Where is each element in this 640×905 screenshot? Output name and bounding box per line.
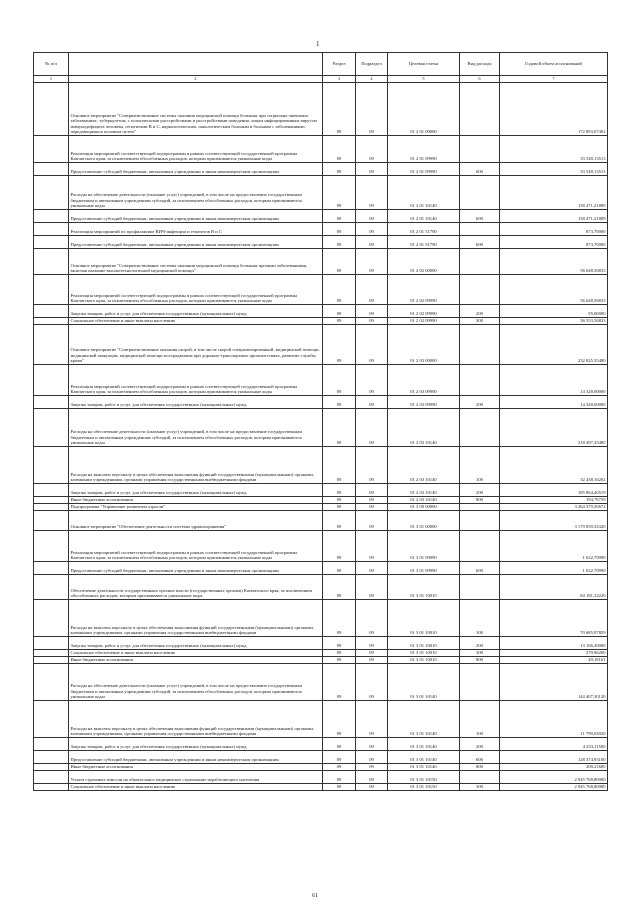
row-razdel-cell: 09 [323,531,356,562]
row-number-cell [34,531,69,562]
row-target-article-cell: 01 2 02 09990 [388,305,460,318]
row-expense-type-cell: 200 [460,396,500,409]
column-number: 6 [460,76,500,83]
row-razdel-cell: 09 [323,83,356,136]
header-row [34,53,608,76]
row-amount-cell: 232 825,35480 [500,325,608,365]
row-podrazdel-cell: 09 [356,136,388,163]
table-row [34,484,608,497]
row-razdel-cell: 09 [323,447,356,484]
row-target-article-cell: 01 2 01 09990 [388,136,460,163]
row-podrazdel-cell: 09 [356,484,388,497]
row-name-cell: Закупка товаров, работ и услуг для обеспечения государственных (муниципальных) нужд [69,484,323,497]
row-amount-cell: 279,96200 [500,650,608,657]
row-razdel-cell: 09 [323,504,356,511]
row-number-cell [34,764,69,771]
row-target-article-cell: 01 2 01 09990 [388,163,460,176]
row-amount-cell: 873,70000 [500,236,608,249]
row-number-cell [34,600,69,637]
row-number-cell [34,664,69,701]
row-amount-cell: 56 648,56833 [500,249,608,275]
row-expense-type-cell: 600 [460,562,500,575]
table-row [34,447,608,484]
column-number-row [34,76,608,83]
column-number: 5 [388,76,460,83]
row-expense-type-cell: 100 [460,447,500,484]
row-podrazdel-cell: 09 [356,738,388,751]
table-row [34,497,608,504]
row-expense-type-cell: 600 [460,751,500,764]
row-target-article-cell: 01 3 01 09990 [388,531,460,562]
table-row [34,664,608,701]
row-expense-type-cell: 800 [460,764,500,771]
row-name-cell: Уплата страховых взносов на обязательное медицинское страхование неработающего населения [69,771,323,784]
row-podrazdel-cell: 09 [356,497,388,504]
header-name [69,53,323,76]
table-row [34,771,608,784]
row-target-article-cell: 01 3 00 00000 [388,504,460,511]
row-expense-type-cell: 200 [460,484,500,497]
row-amount-cell: 33 548,13513 [500,136,608,163]
table-row [34,531,608,562]
header-target-article: Целевая статья [388,53,460,76]
row-name-cell: Иные бюджетные ассигнования [69,764,323,771]
row-name-cell: Иные бюджетные ассигнования [69,497,323,504]
row-razdel-cell: 09 [323,484,356,497]
row-expense-type-cell: 200 [460,305,500,318]
row-expense-type-cell: 600 [460,210,500,223]
row-target-article-cell: 01 2 02 09990 [388,275,460,305]
table-row [34,764,608,771]
row-number-cell [34,511,69,531]
row-expense-type-cell [460,504,500,511]
row-name-cell: Расходы на выплаты персоналу в целях обеспечения выполнения функций государственными (муниципальными) органами, казенными учреждениями, органами управления государственными внебюджетными фондами [69,600,323,637]
row-name-cell: Реализация мероприятий соответствующей подпрограммы в рамках соответствующей государственной программы Камчатского края, за исключением обособленных расходов, которым присваиваются уникальные коды [69,136,323,163]
row-name-cell: Основное мероприятие "Совершенствование оказания скорой, в том числе скорой специализированной, медицинской помощи, медицинской эвакуации, медицинской помощи пострадавшим при дорожно-транспортных происшествиях, развитие службы крови" [69,325,323,365]
row-target-article-cell: 01 2 03 10140 [388,497,460,504]
row-target-article-cell: 01 3 01 10150 [388,784,460,791]
row-razdel-cell: 09 [323,751,356,764]
row-number-cell [34,318,69,325]
row-target-article-cell: 01 3 01 10140 [388,764,460,771]
row-number-cell [34,176,69,210]
row-razdel-cell: 09 [323,637,356,650]
header-razdel: Раздел [323,53,356,76]
row-number-cell [34,396,69,409]
row-expense-type-cell: 800 [460,657,500,664]
row-podrazdel-cell: 09 [356,447,388,484]
row-razdel-cell: 09 [323,650,356,657]
row-name-cell: Предоставление субсидий бюджетным, автономным учреждениям и иным некоммерческим организациям [69,751,323,764]
row-expense-type-cell [460,365,500,396]
page-number: 61 [312,893,318,899]
row-razdel-cell: 09 [323,511,356,531]
row-razdel-cell: 09 [323,275,356,305]
row-podrazdel-cell: 09 [356,764,388,771]
row-razdel-cell: 09 [323,249,356,275]
row-razdel-cell: 09 [323,236,356,249]
table-row [34,562,608,575]
row-name-cell: Основное мероприятие "Совершенствование системы оказания медицинской помощи больным прочими заболеваниями, включая оказание высокотехнологичной медицинской помощи" [69,249,323,275]
row-razdel-cell: 09 [323,600,356,637]
row-expense-type-cell [460,275,500,305]
row-number-cell [34,657,69,664]
row-target-article-cell: 01 3 01 00000 [388,511,460,531]
row-amount-cell: 70 685,87859 [500,600,608,637]
row-podrazdel-cell: 09 [356,784,388,791]
row-number-cell [34,365,69,396]
row-podrazdel-cell: 09 [356,236,388,249]
table-row [34,325,608,365]
row-amount-cell: 1 632,70990 [500,531,608,562]
row-expense-type-cell [460,511,500,531]
table-row [34,396,608,409]
row-amount-cell: 185 864,40519 [500,484,608,497]
row-amount-cell: 14 328,00000 [500,396,608,409]
row-expense-type-cell: 300 [460,650,500,657]
row-expense-type-cell [460,136,500,163]
table-row [34,163,608,176]
row-razdel-cell: 09 [323,163,356,176]
row-amount-cell: 32 438,16202 [500,447,608,484]
row-podrazdel-cell: 09 [356,751,388,764]
row-podrazdel-cell: 09 [356,210,388,223]
row-podrazdel-cell: 09 [356,409,388,447]
row-podrazdel-cell: 09 [356,365,388,396]
row-amount-cell: 158 471,21889 [500,176,608,210]
row-amount-cell: 84 181,32220 [500,575,608,600]
row-target-article-cell: 01 3 01 10010 [388,650,460,657]
row-name-cell: Предоставление субсидий бюджетным, автономным учреждениям и иным некоммерческим организациям [69,163,323,176]
row-razdel-cell: 09 [323,396,356,409]
row-target-article-cell: 01 3 01 10150 [388,771,460,784]
row-number-cell [34,249,69,275]
row-razdel-cell: 09 [323,657,356,664]
row-number-cell [34,305,69,318]
row-podrazdel-cell: 09 [356,223,388,236]
row-podrazdel-cell: 09 [356,396,388,409]
row-amount-cell: 128 374,93100 [500,751,608,764]
row-podrazdel-cell: 09 [356,504,388,511]
row-razdel-cell: 09 [323,210,356,223]
row-name-cell: Реализация мероприятий соответствующей подпрограммы в рамках соответствующей государственной программы Камчатского края, за исключением обособленных расходов, которым присваиваются уникальные коды [69,531,323,562]
row-amount-cell: 56 553,56833 [500,318,608,325]
row-razdel-cell: 09 [323,409,356,447]
column-number: 2 [69,76,323,83]
row-expense-type-cell [460,249,500,275]
row-name-cell: Социальное обеспечение и иные выплаты населению [69,318,323,325]
row-podrazdel-cell: 09 [356,83,388,136]
row-amount-cell: 2 945 768,80000 [500,771,608,784]
row-expense-type-cell [460,531,500,562]
row-target-article-cell: 01 2 02 09990 [388,318,460,325]
row-podrazdel-cell: 09 [356,657,388,664]
row-number-cell [34,447,69,484]
row-name-cell: Предоставление субсидий бюджетным, автономным учреждениям и иным некоммерческим организациям [69,236,323,249]
row-name-cell: Закупка товаров, работ и услуг для обеспечения государственных (муниципальных) нужд [69,637,323,650]
row-razdel-cell: 09 [323,764,356,771]
row-target-article-cell: 01 3 01 10010 [388,657,460,664]
row-podrazdel-cell: 09 [356,163,388,176]
table-row [34,223,608,236]
table-row [34,275,608,305]
row-name-cell: Основное мероприятие "Совершенствование системы оказания медицинской помощи больным при социально-значимых заболеваниях: туберкулезом, с психическими расстройствами и расстройствами поведения, лицам инфицированным вирусом иммунодефицита человека, гепатитами В и С, наркологическим, онкологическим больным и больным с заболеваниями, передающимися половым путем" [69,83,323,136]
row-target-article-cell: 01 2 03 10140 [388,484,460,497]
column-number: 3 [323,76,356,83]
row-amount-cell: 158 471,21889 [500,210,608,223]
row-target-article-cell: 01 2 01 51790 [388,223,460,236]
row-expense-type-cell: 600 [460,163,500,176]
row-number-cell [34,771,69,784]
row-name-cell: Расходы на обеспечение деятельности (оказание услуг) учреждений, в том числе на предоставление государственным бюджетным и автономным учреждениям субсидий, за исключением обособленных расходов, которым присваиваются уникальные коды [69,409,323,447]
row-razdel-cell: 09 [323,784,356,791]
row-number-cell [34,275,69,305]
row-name-cell: Предоставление субсидий бюджетным, автономным учреждениям и иным некоммерческим организациям [69,562,323,575]
row-razdel-cell: 09 [323,136,356,163]
row-target-article-cell: 01 2 03 00000 [388,325,460,365]
row-amount-cell: 2 945 768,80000 [500,784,608,791]
table-row [34,318,608,325]
row-amount-cell: 11 799,03920 [500,701,608,738]
row-podrazdel-cell: 09 [356,305,388,318]
row-target-article-cell: 01 3 01 10140 [388,701,460,738]
row-podrazdel-cell: 09 [356,664,388,701]
row-number-cell [34,784,69,791]
column-number: 1 [34,76,69,83]
table-row [34,504,608,511]
row-expense-type-cell: 200 [460,637,500,650]
row-amount-cell: 95,00000 [500,305,608,318]
row-amount-cell: 49,18161 [500,657,608,664]
row-expense-type-cell [460,664,500,701]
row-target-article-cell: 01 2 01 00000 [388,83,460,136]
row-podrazdel-cell: 09 [356,650,388,657]
row-expense-type-cell: 600 [460,236,500,249]
row-razdel-cell: 09 [323,365,356,396]
table-row [34,365,608,396]
row-name-cell: Основное мероприятие "Обеспечение деятельности системы здравоохранения" [69,511,323,531]
row-razdel-cell: 09 [323,305,356,318]
row-target-article-cell: 01 2 01 10140 [388,176,460,210]
row-amount-cell: 56 648,56833 [500,275,608,305]
row-razdel-cell: 09 [323,771,356,784]
row-number-cell [34,236,69,249]
row-target-article-cell: 01 2 03 09990 [388,396,460,409]
page-top-mark: 1 [316,40,320,48]
column-number: 7 [500,76,608,83]
row-expense-type-cell [460,223,500,236]
row-podrazdel-cell: 09 [356,511,388,531]
row-amount-cell: 13 166,30000 [500,637,608,650]
row-expense-type-cell: 200 [460,738,500,751]
header-expense-type: Вид расхода [460,53,500,76]
row-razdel-cell: 09 [323,664,356,701]
row-target-article-cell: 01 3 01 09990 [388,562,460,575]
row-name-cell: Социальное обеспечение и иные выплаты населению [69,784,323,791]
row-name-cell: Реализация мероприятий соответствующей подпрограммы в рамках соответствующей государственной программы Камчатского края, за исключением обособленных расходов, которым присваиваются уникальные коды [69,365,323,396]
row-expense-type-cell [460,409,500,447]
row-podrazdel-cell: 09 [356,531,388,562]
row-number-cell [34,751,69,764]
table-row [34,701,608,738]
row-expense-type-cell [460,325,500,365]
row-amount-cell: 1 632,70990 [500,562,608,575]
row-target-article-cell: 01 2 03 10140 [388,447,460,484]
header-annual-amount: Годовой объем ассигнований [500,53,608,76]
row-name-cell: Реализация мероприятий соответствующей подпрограммы в рамках соответствующей государственной программы Камчатского края, за исключением обособленных расходов, которым присваиваются уникальные коды [69,275,323,305]
row-number-cell [34,504,69,511]
table-row [34,83,608,136]
row-razdel-cell: 09 [323,701,356,738]
row-name-cell: Расходы на выплаты персоналу в целях обеспечения выполнения функций государственными (муниципальными) органами, казенными учреждениями, органами управления государственными внебюджетными фондами [69,701,323,738]
row-razdel-cell: 09 [323,497,356,504]
row-podrazdel-cell: 09 [356,771,388,784]
budget-table [33,52,608,791]
row-razdel-cell: 09 [323,325,356,365]
row-name-cell: Расходы на обеспечение деятельности (оказание услуг) учреждений, в том числе на предоставление государственным бюджетным и автономным учреждениям субсидий, за исключением обособленных расходов, которым присваиваются уникальные коды [69,664,323,701]
row-expense-type-cell: 300 [460,784,500,791]
row-name-cell: Реализация мероприятий по профилактике ВИЧ-инфекции и гепатитов В и С [69,223,323,236]
row-podrazdel-cell: 09 [356,562,388,575]
row-number-cell [34,484,69,497]
row-number-cell [34,409,69,447]
row-name-cell: Закупка товаров, работ и услуг для обеспечения государственных (муниципальных) нужд [69,738,323,751]
row-amount-cell: 194,78759 [500,497,608,504]
row-amount-cell: 144 407,30120 [500,664,608,701]
row-expense-type-cell: 800 [460,497,500,504]
table-row [34,210,608,223]
row-number-cell [34,738,69,751]
table-row [34,784,608,791]
row-number-cell [34,650,69,657]
row-number-cell [34,136,69,163]
row-amount-cell: 3 264 379,50672 [500,504,608,511]
row-podrazdel-cell: 09 [356,701,388,738]
row-name-cell: Обеспечение деятельности государственных органов власти (государственных органов) Камчатского края, за исключением обособленных расходов, которым присваиваются уникальные коды [69,575,323,600]
column-number: 4 [356,76,388,83]
row-podrazdel-cell: 09 [356,575,388,600]
row-number-cell [34,637,69,650]
row-razdel-cell: 09 [323,318,356,325]
row-podrazdel-cell: 09 [356,600,388,637]
row-name-cell: Расходы на обеспечение деятельности (оказание услуг) учреждений, в том числе на предоставление государственным бюджетным и автономным учреждениям субсидий, за исключением обособленных расходов, которым присваиваются уникальные коды [69,176,323,210]
row-podrazdel-cell: 09 [356,176,388,210]
row-razdel-cell: 09 [323,738,356,751]
row-razdel-cell: 09 [323,562,356,575]
row-target-article-cell: 01 2 02 00000 [388,249,460,275]
row-razdel-cell: 09 [323,575,356,600]
row-expense-type-cell [460,575,500,600]
table-row [34,136,608,163]
row-target-article-cell: 01 3 01 10010 [388,637,460,650]
row-expense-type-cell [460,83,500,136]
row-target-article-cell: 01 2 01 10140 [388,210,460,223]
row-podrazdel-cell: 09 [356,275,388,305]
row-number-cell [34,223,69,236]
table-row [34,650,608,657]
row-name-cell: Закупка товаров, работ и услуг для обеспечения государственных (муниципальных) нужд [69,305,323,318]
row-target-article-cell: 01 2 03 09990 [388,365,460,396]
row-razdel-cell: 09 [323,176,356,210]
row-number-cell [34,163,69,176]
row-target-article-cell: 01 3 01 10140 [388,738,460,751]
row-target-article-cell: 01 3 01 10140 [388,751,460,764]
row-target-article-cell: 01 2 01 51790 [388,236,460,249]
row-podrazdel-cell: 09 [356,325,388,365]
table-row [34,176,608,210]
row-amount-cell: 873,70000 [500,223,608,236]
row-target-article-cell: 01 3 01 10010 [388,575,460,600]
row-target-article-cell: 01 3 01 10140 [388,664,460,701]
row-name-cell: Расходы на выплаты персоналу в целях обеспечения выполнения функций государственными (муниципальными) органами, казенными учреждениями, органами управления государственными внебюджетными фондами [69,447,323,484]
table-row [34,236,608,249]
table-row [34,575,608,600]
header-podrazdel: Подраздел [356,53,388,76]
row-number-cell [34,210,69,223]
table-row [34,637,608,650]
table-row [34,738,608,751]
row-expense-type-cell [460,176,500,210]
row-name-cell: Социальное обеспечение и иные выплаты населению [69,650,323,657]
row-amount-cell: 172 893,07402 [500,83,608,136]
table-row [34,409,608,447]
row-amount-cell: 4 233,11500 [500,738,608,751]
table-row [34,600,608,637]
row-amount-cell: 218 497,35480 [500,409,608,447]
row-number-cell [34,83,69,136]
row-expense-type-cell: 100 [460,701,500,738]
table-row [34,305,608,318]
row-amount-cell: 200,21600 [500,764,608,771]
row-amount-cell: 3 179 839,33320 [500,511,608,531]
row-name-cell: Закупка товаров, работ и услуг для обеспечения государственных (муниципальных) нужд [69,396,323,409]
row-number-cell [34,575,69,600]
row-name-cell: Предоставление субсидий бюджетным, автономным учреждениям и иным некоммерческим организациям [69,210,323,223]
row-number-cell [34,562,69,575]
row-number-cell [34,701,69,738]
row-podrazdel-cell: 09 [356,637,388,650]
table-row [34,511,608,531]
row-expense-type-cell: 300 [460,318,500,325]
row-amount-cell: 14 328,00000 [500,365,608,396]
table-row [34,751,608,764]
row-target-article-cell: 01 3 01 10010 [388,600,460,637]
table-row [34,249,608,275]
row-expense-type-cell [460,771,500,784]
table-body [34,83,608,791]
row-razdel-cell: 09 [323,223,356,236]
row-podrazdel-cell: 09 [356,318,388,325]
table-row [34,657,608,664]
row-number-cell [34,325,69,365]
row-expense-type-cell: 100 [460,600,500,637]
row-amount-cell: 33 548,13513 [500,163,608,176]
row-number-cell [34,497,69,504]
header-number: № п/п [34,53,69,76]
row-podrazdel-cell: 09 [356,249,388,275]
row-name-cell: Подпрограмма "Управление развитием отрасли" [69,504,323,511]
row-name-cell: Иные бюджетные ассигнования [69,657,323,664]
row-target-article-cell: 01 2 03 10140 [388,409,460,447]
